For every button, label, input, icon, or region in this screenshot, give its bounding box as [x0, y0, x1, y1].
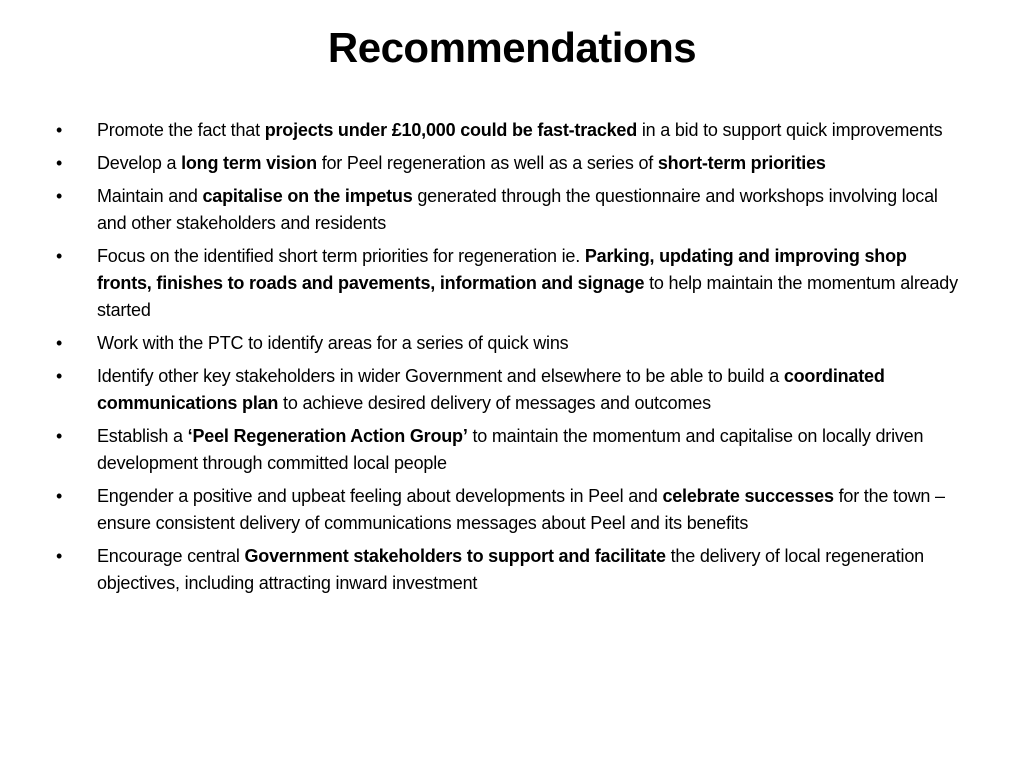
emphasis-text: long term vision — [181, 153, 317, 173]
body-text: Maintain and — [97, 186, 203, 206]
slide-title: Recommendations — [327, 24, 697, 71]
list-item — [56, 363, 966, 417]
body-text: Identify other key stakeholders in wider Government and elsewhere to be able to build a — [97, 366, 784, 386]
emphasis-text: ‘Peel Regeneration Action Group’ — [187, 426, 468, 446]
bullet-icon: • — [56, 333, 63, 353]
list-item — [56, 483, 966, 537]
bullet-icon: • — [56, 186, 63, 206]
recommendations-list — [56, 117, 966, 603]
bullet-icon: • — [56, 153, 63, 173]
body-text: the delivery of local regeneration objectives, including attracting inward investment — [97, 546, 924, 593]
emphasis-text: Government stakeholders to support and facilitate — [244, 546, 666, 566]
bullet-icon: • — [56, 426, 63, 446]
list-item — [56, 243, 966, 324]
emphasis-text: short-term priorities — [657, 153, 826, 173]
list-item — [56, 423, 966, 477]
list-item — [56, 150, 966, 177]
body-text: in a bid to support quick improvements — [637, 120, 943, 140]
list-item — [56, 330, 966, 357]
bullet-icon: • — [56, 246, 63, 266]
bullet-icon: • — [56, 366, 63, 386]
body-text: for the town – ensure consistent delivery of communications messages about Peel and its benefits — [97, 486, 945, 533]
emphasis-text: Parking, updating and improving shop fronts, finishes to roads and pavements, information and signage — [97, 246, 907, 293]
body-text: Work with the PTC to identify areas for a series of quick wins — [97, 333, 569, 353]
emphasis-text: coordinated communications plan — [97, 366, 885, 413]
body-text: to maintain the momentum and capitalise on locally driven development through committed local people — [97, 426, 924, 473]
body-text: Promote the fact that — [97, 120, 265, 140]
body-text: Develop a — [97, 153, 182, 173]
emphasis-text: projects under £10,000 could be fast-tracked — [264, 120, 638, 140]
list-item — [56, 183, 966, 237]
body-text: for Peel regeneration as well as a series of — [316, 153, 658, 173]
list-item — [56, 117, 966, 144]
emphasis-text: capitalise on the impetus — [202, 186, 413, 206]
list-item — [56, 543, 966, 597]
body-text: Establish a — [97, 426, 188, 446]
body-text: Focus on the identified short term priorities for regeneration ie. — [97, 246, 585, 266]
body-text: Encourage central — [97, 546, 245, 566]
body-text: Engender a positive and upbeat feeling about developments in Peel and — [97, 486, 663, 506]
bullet-icon: • — [56, 546, 63, 566]
bullet-icon: • — [56, 120, 63, 140]
bullet-icon: • — [56, 486, 63, 506]
body-text: to achieve desired delivery of messages and outcomes — [278, 393, 711, 413]
body-text: to help maintain the momentum already started — [97, 273, 958, 320]
body-text: generated through the questionnaire and workshops involving local and other stakeholders and residents — [97, 186, 938, 233]
emphasis-text: celebrate successes — [662, 486, 834, 506]
